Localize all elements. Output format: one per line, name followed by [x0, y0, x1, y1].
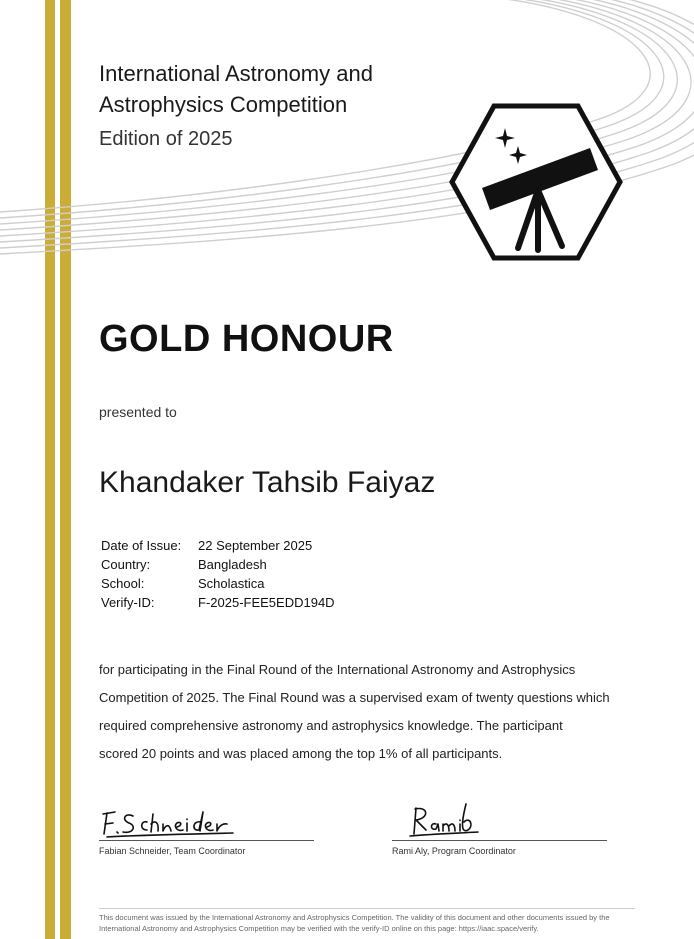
footer-divider	[99, 908, 635, 909]
certificate-details	[101, 536, 335, 612]
detail-value: 22 September 2025	[198, 538, 313, 553]
award-title: GOLD HONOUR	[99, 318, 394, 360]
competition-name-line1: International Astronomy and	[99, 61, 373, 86]
detail-row-school	[101, 574, 335, 593]
signature-line	[99, 840, 314, 841]
verification-footer	[99, 912, 639, 934]
handwritten-signature-aly	[392, 800, 532, 840]
certificate-description	[99, 656, 619, 768]
competition-header	[99, 58, 439, 154]
detail-label: School:	[101, 576, 145, 591]
detail-label: Date of Issue:	[101, 538, 182, 553]
edition-label: Edition of 2025	[99, 128, 233, 150]
footer-line: This document was issued by the International Astronomy and Astrophysics Competition. The validity of this document and other documents issued by the	[99, 913, 610, 922]
presented-to-label: presented to	[99, 404, 177, 420]
signature-caption: Fabian Schneider, Team Coordinator	[99, 846, 246, 856]
footer-line: International Astronomy and Astrophysics Competition may be verified with the verify-ID online on this page: https://iaac.space/verify.	[99, 924, 539, 933]
signature-block-program-coordinator	[392, 800, 607, 856]
description-line: Competition of 2025. The Final Round was a supervised exam of twenty questions which	[99, 690, 610, 705]
detail-row-date	[101, 536, 335, 555]
signature-caption: Rami Aly, Program Coordinator	[392, 846, 516, 856]
detail-value: Scholastica	[198, 576, 265, 591]
detail-label: Country:	[101, 557, 151, 572]
telescope-hexagon-icon	[446, 100, 626, 264]
detail-label: Verify-ID:	[101, 595, 155, 610]
competition-name-line2: Astrophysics Competition	[99, 92, 348, 117]
detail-row-verify-id	[101, 593, 335, 612]
handwritten-signature-schneider	[99, 800, 239, 840]
signature-block-team-coordinator	[99, 800, 314, 856]
recipient-name: Khandaker Tahsib Faiyaz	[99, 466, 436, 499]
detail-value: Bangladesh	[198, 557, 267, 572]
description-line: scored 20 points and was placed among the top 1% of all participants.	[99, 746, 503, 761]
detail-row-country	[101, 555, 335, 574]
signature-line	[392, 840, 607, 841]
description-line: for participating in the Final Round of the International Astronomy and Astrophysics	[99, 662, 576, 677]
description-line: required comprehensive astronomy and astrophysics knowledge. The participant	[99, 718, 563, 733]
detail-value: F-2025-FEE5EDD194D	[198, 595, 335, 610]
